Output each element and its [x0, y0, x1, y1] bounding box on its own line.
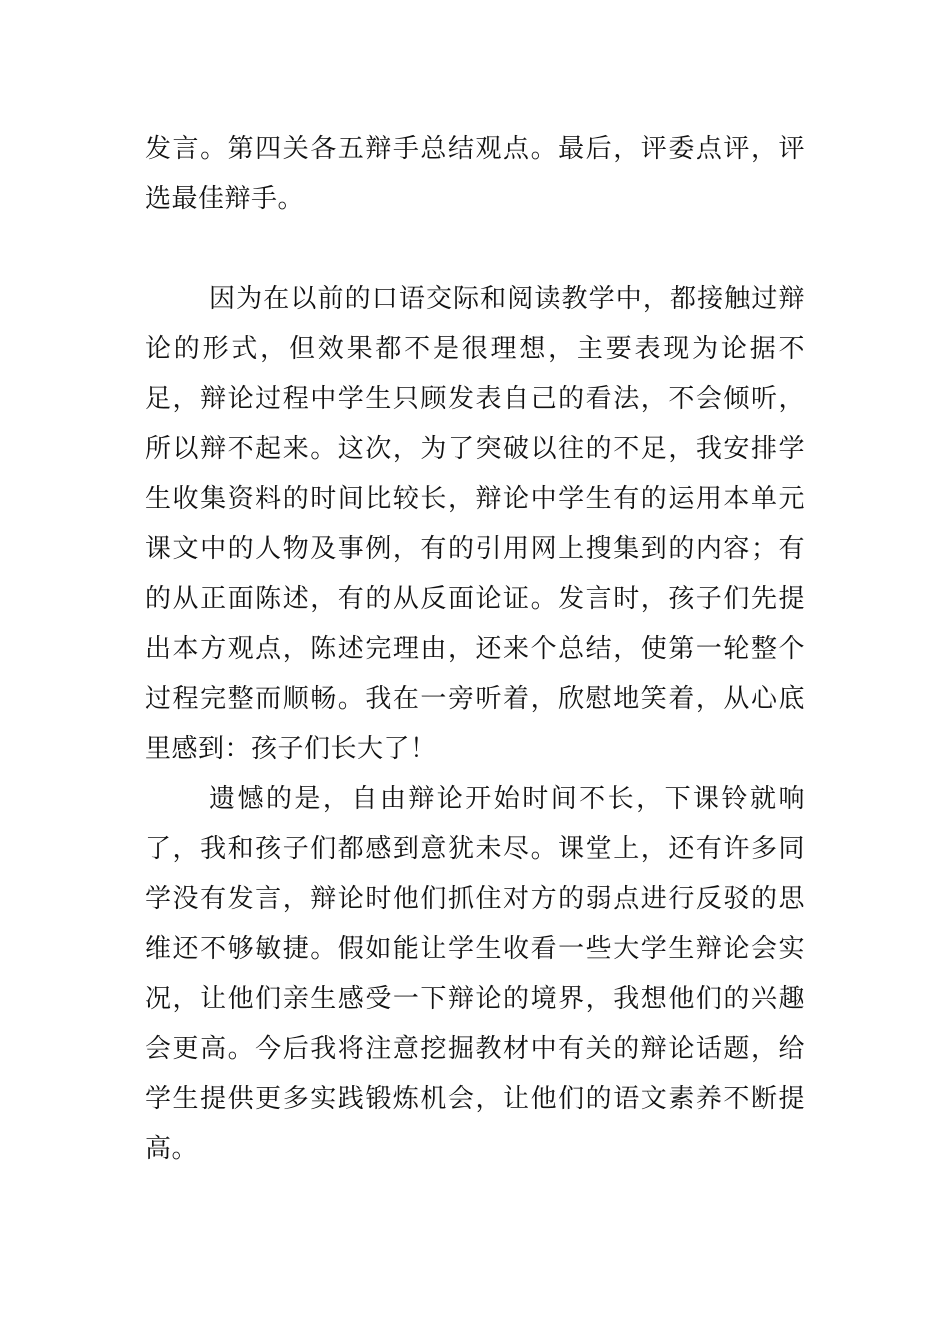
paragraph-continuation: 发言。第四关各五辩手总结观点。最后，评委点评，评选最佳辩手。	[145, 134, 805, 214]
paragraph-reflection: 因为在以前的口语交际和阅读教学中，都接触过辩论的形式，但效果都不是很理想，主要表现为论据不足，辩论过程中学生只顾发表自己的看法，不会倾听，所以辩不起来。这次，为了突破以往的不足，我安排学生收集资料的时间比较长，辩论中学生有的运用本单元课文中的人物及事例，有的引用网上搜集到的内容；有的从正面陈述，有的从反面论证。发言时，孩子们先提出本方观点，陈述完理由，还来个总结，使第一轮整个过程完整而顺畅。我在一旁听着，欣慰地笑着，从心底里感到：孩子们长大了！	[145, 284, 805, 764]
paragraph-regret: 遗憾的是，自由辩论开始时间不长，下课铃就响了，我和孩子们都感到意犹未尽。课堂上，还有许多同学没有发言，辩论时他们抓住对方的弱点进行反驳的思维还不够敏捷。假如能让学生收看一些大学生辩论会实况，让他们亲生感受一下辩论的境界，我想他们的兴趣会更高。今后我将注意挖掘教材中有关的辩论话题，给学生提供更多实践锻炼机会，让他们的语文素养不断提高。	[145, 784, 805, 1164]
